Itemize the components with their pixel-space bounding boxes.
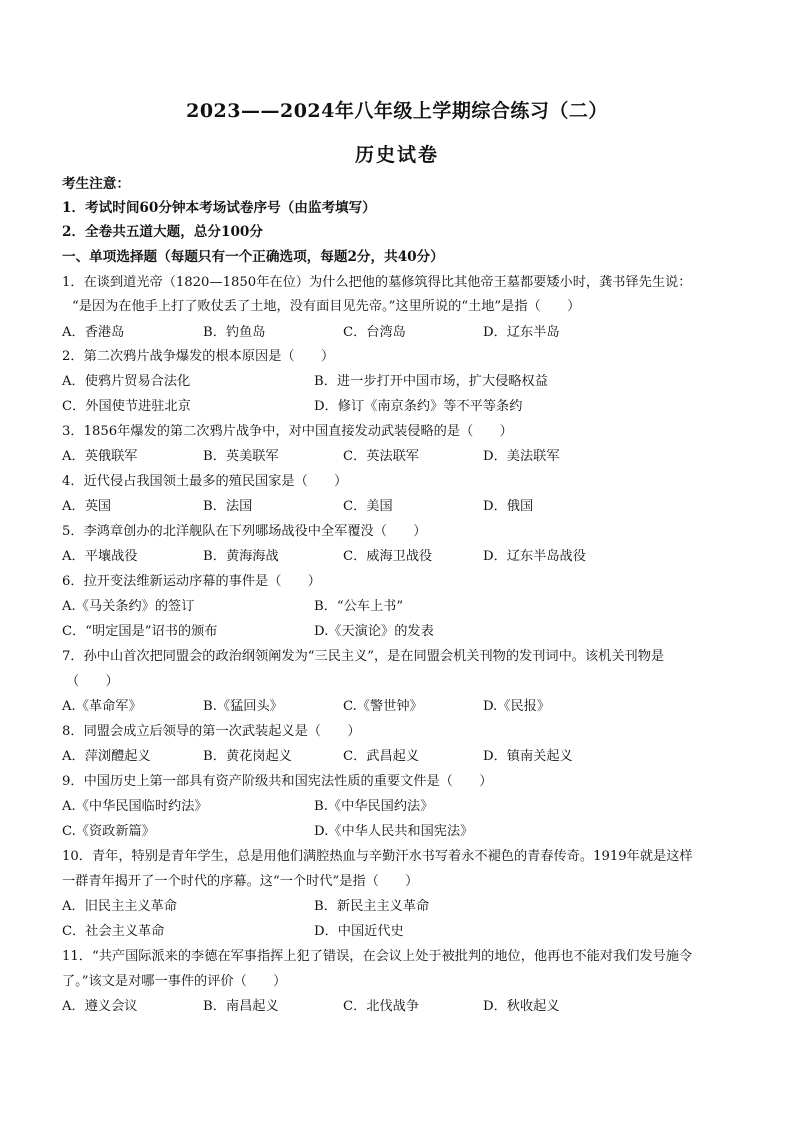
- option-b[interactable]: B．黄花岗起义: [203, 749, 292, 764]
- exam-title: 2023——2024年八年级上学期综合练习（二）: [186, 100, 608, 122]
- question-10-stem-line1: 10．青年，特别是青年学生，总是用他们满腔热血与辛勤汗水书写着永不褪色的青春传奇。1919年就是这样: [62, 849, 693, 864]
- option-c[interactable]: C.《警世钟》: [343, 699, 423, 714]
- exam-subtitle: 历史试卷: [354, 144, 439, 166]
- option-a[interactable]: A．遵义会议: [62, 999, 138, 1014]
- question-2-stem: 2．第二次鸦片战争爆发的根本原因是（ ）: [62, 349, 335, 364]
- question-6-stem: 6．拉开变法维新运动序幕的事件是（ ）: [62, 574, 321, 589]
- question-8-stem: 8．同盟会成立后领导的第一次武装起义是（ ）: [62, 724, 361, 739]
- option-d[interactable]: D.《中华人民共和国宪法》: [314, 824, 474, 839]
- option-b[interactable]: B.《中华民国约法》: [314, 799, 434, 814]
- option-a[interactable]: A．平壤战役: [62, 549, 138, 564]
- question-1-stem-line1: 1．在谈到道光帝（1820—1850年在位）为什么把他的墓修筑得比其他帝王墓都要矮小时，龚书铎先生说：: [62, 275, 692, 290]
- option-d[interactable]: D．中国近代史: [314, 924, 404, 939]
- option-b[interactable]: B．进一步打开中国市场，扩大侵略权益: [314, 374, 548, 389]
- option-a[interactable]: A．旧民主主义革命: [62, 899, 178, 914]
- option-b[interactable]: B．黄海海战: [203, 549, 279, 564]
- question-4-stem: 4．近代侵占我国领土最多的殖民国家是（ ）: [62, 474, 348, 489]
- option-a[interactable]: A.《革命军》: [62, 699, 142, 714]
- option-b[interactable]: B.《猛回头》: [203, 699, 283, 714]
- question-3-stem: 3．1856年爆发的第二次鸦片战争中，对中国直接发动武装侵略的是（ ）: [62, 424, 513, 439]
- option-a[interactable]: A．英国: [62, 499, 112, 514]
- option-c[interactable]: C．英法联军: [343, 449, 420, 464]
- option-b[interactable]: B．钓鱼岛: [203, 325, 266, 340]
- option-d[interactable]: D．修订《南京条约》等不平等条约: [314, 399, 523, 414]
- section-heading: 一、单项选择题（每题只有一个正确选项，每题2分，共40分）: [62, 249, 444, 265]
- option-a[interactable]: A．使鸦片贸易合法化: [62, 374, 191, 389]
- option-a[interactable]: A．萍浏醴起义: [62, 749, 151, 764]
- option-d[interactable]: D.《天演论》的发表: [314, 624, 434, 639]
- option-b[interactable]: B．法国: [203, 499, 253, 514]
- option-c[interactable]: C．武昌起义: [343, 749, 420, 764]
- option-c[interactable]: C．美国: [343, 499, 393, 514]
- notice-item-score: 2．全卷共五道大题，总分100分: [62, 224, 263, 240]
- option-d[interactable]: D．镇南关起义: [483, 749, 573, 764]
- option-c[interactable]: C．台湾岛: [343, 325, 406, 340]
- question-10-stem-line2: 一群青年揭开了一个时代的序幕。这“一个时代”是指（ ）: [62, 874, 419, 889]
- notice-heading: 考生注意：: [62, 176, 130, 192]
- option-c[interactable]: C．威海卫战役: [343, 549, 433, 564]
- option-a[interactable]: A．香港岛: [62, 325, 125, 340]
- option-d[interactable]: D．秋收起义: [483, 999, 560, 1014]
- question-9-stem: 9．中国历史上第一部具有资产阶级共和国宪法性质的重要文件是（ ）: [62, 774, 493, 789]
- option-c[interactable]: C．“明定国是”诏书的颁布: [62, 624, 218, 639]
- notice-item-time: 1．考试时间60分钟本考场试卷序号（由监考填写）: [62, 200, 376, 216]
- option-b[interactable]: B．英美联军: [203, 449, 279, 464]
- option-c[interactable]: C．北伐战争: [343, 999, 420, 1014]
- question-5-stem: 5．李鸿章创办的北洋舰队在下列哪场战役中全军覆没（ ）: [62, 524, 427, 539]
- option-d[interactable]: D.《民报》: [483, 699, 551, 714]
- option-c[interactable]: C．外国使节进驻北京: [62, 399, 191, 414]
- option-a[interactable]: A．英俄联军: [62, 449, 138, 464]
- option-c[interactable]: C.《资政新篇》: [62, 824, 155, 839]
- option-b[interactable]: B．南昌起义: [203, 999, 279, 1014]
- option-d[interactable]: D．俄国: [483, 499, 534, 514]
- option-d[interactable]: D．辽东半岛战役: [483, 549, 586, 564]
- option-b[interactable]: B．“公车上书”: [314, 599, 404, 614]
- question-7-stem-line2: （ ）: [66, 674, 119, 689]
- option-d[interactable]: D．辽东半岛: [483, 325, 560, 340]
- option-a[interactable]: A.《中华民国临时约法》: [62, 799, 208, 814]
- option-b[interactable]: B．新民主主义革命: [314, 899, 430, 914]
- question-7-stem-line1: 7．孙中山首次把同盟会的政治纲领阐发为“三民主义”，是在同盟会机关刊物的发刊词中。该机关刊物是: [62, 649, 665, 664]
- option-c[interactable]: C．社会主义革命: [62, 924, 165, 939]
- option-a[interactable]: A.《马关条约》的签订: [62, 599, 195, 614]
- option-d[interactable]: D．美法联军: [483, 449, 560, 464]
- question-11-stem-line2: 了。”该文是对哪一事件的评价（ ）: [62, 974, 287, 989]
- question-11-stem-line1: 11．“共产国际派来的李德在军事指挥上犯了错误，在会议上处于被批判的地位，他再也不能对我们发号施令: [62, 949, 693, 964]
- question-1-stem-line2: “是因为在他手上打了败仗丢了土地，没有面目见先帝。”这里所说的“土地”是指（ ）: [72, 299, 581, 314]
